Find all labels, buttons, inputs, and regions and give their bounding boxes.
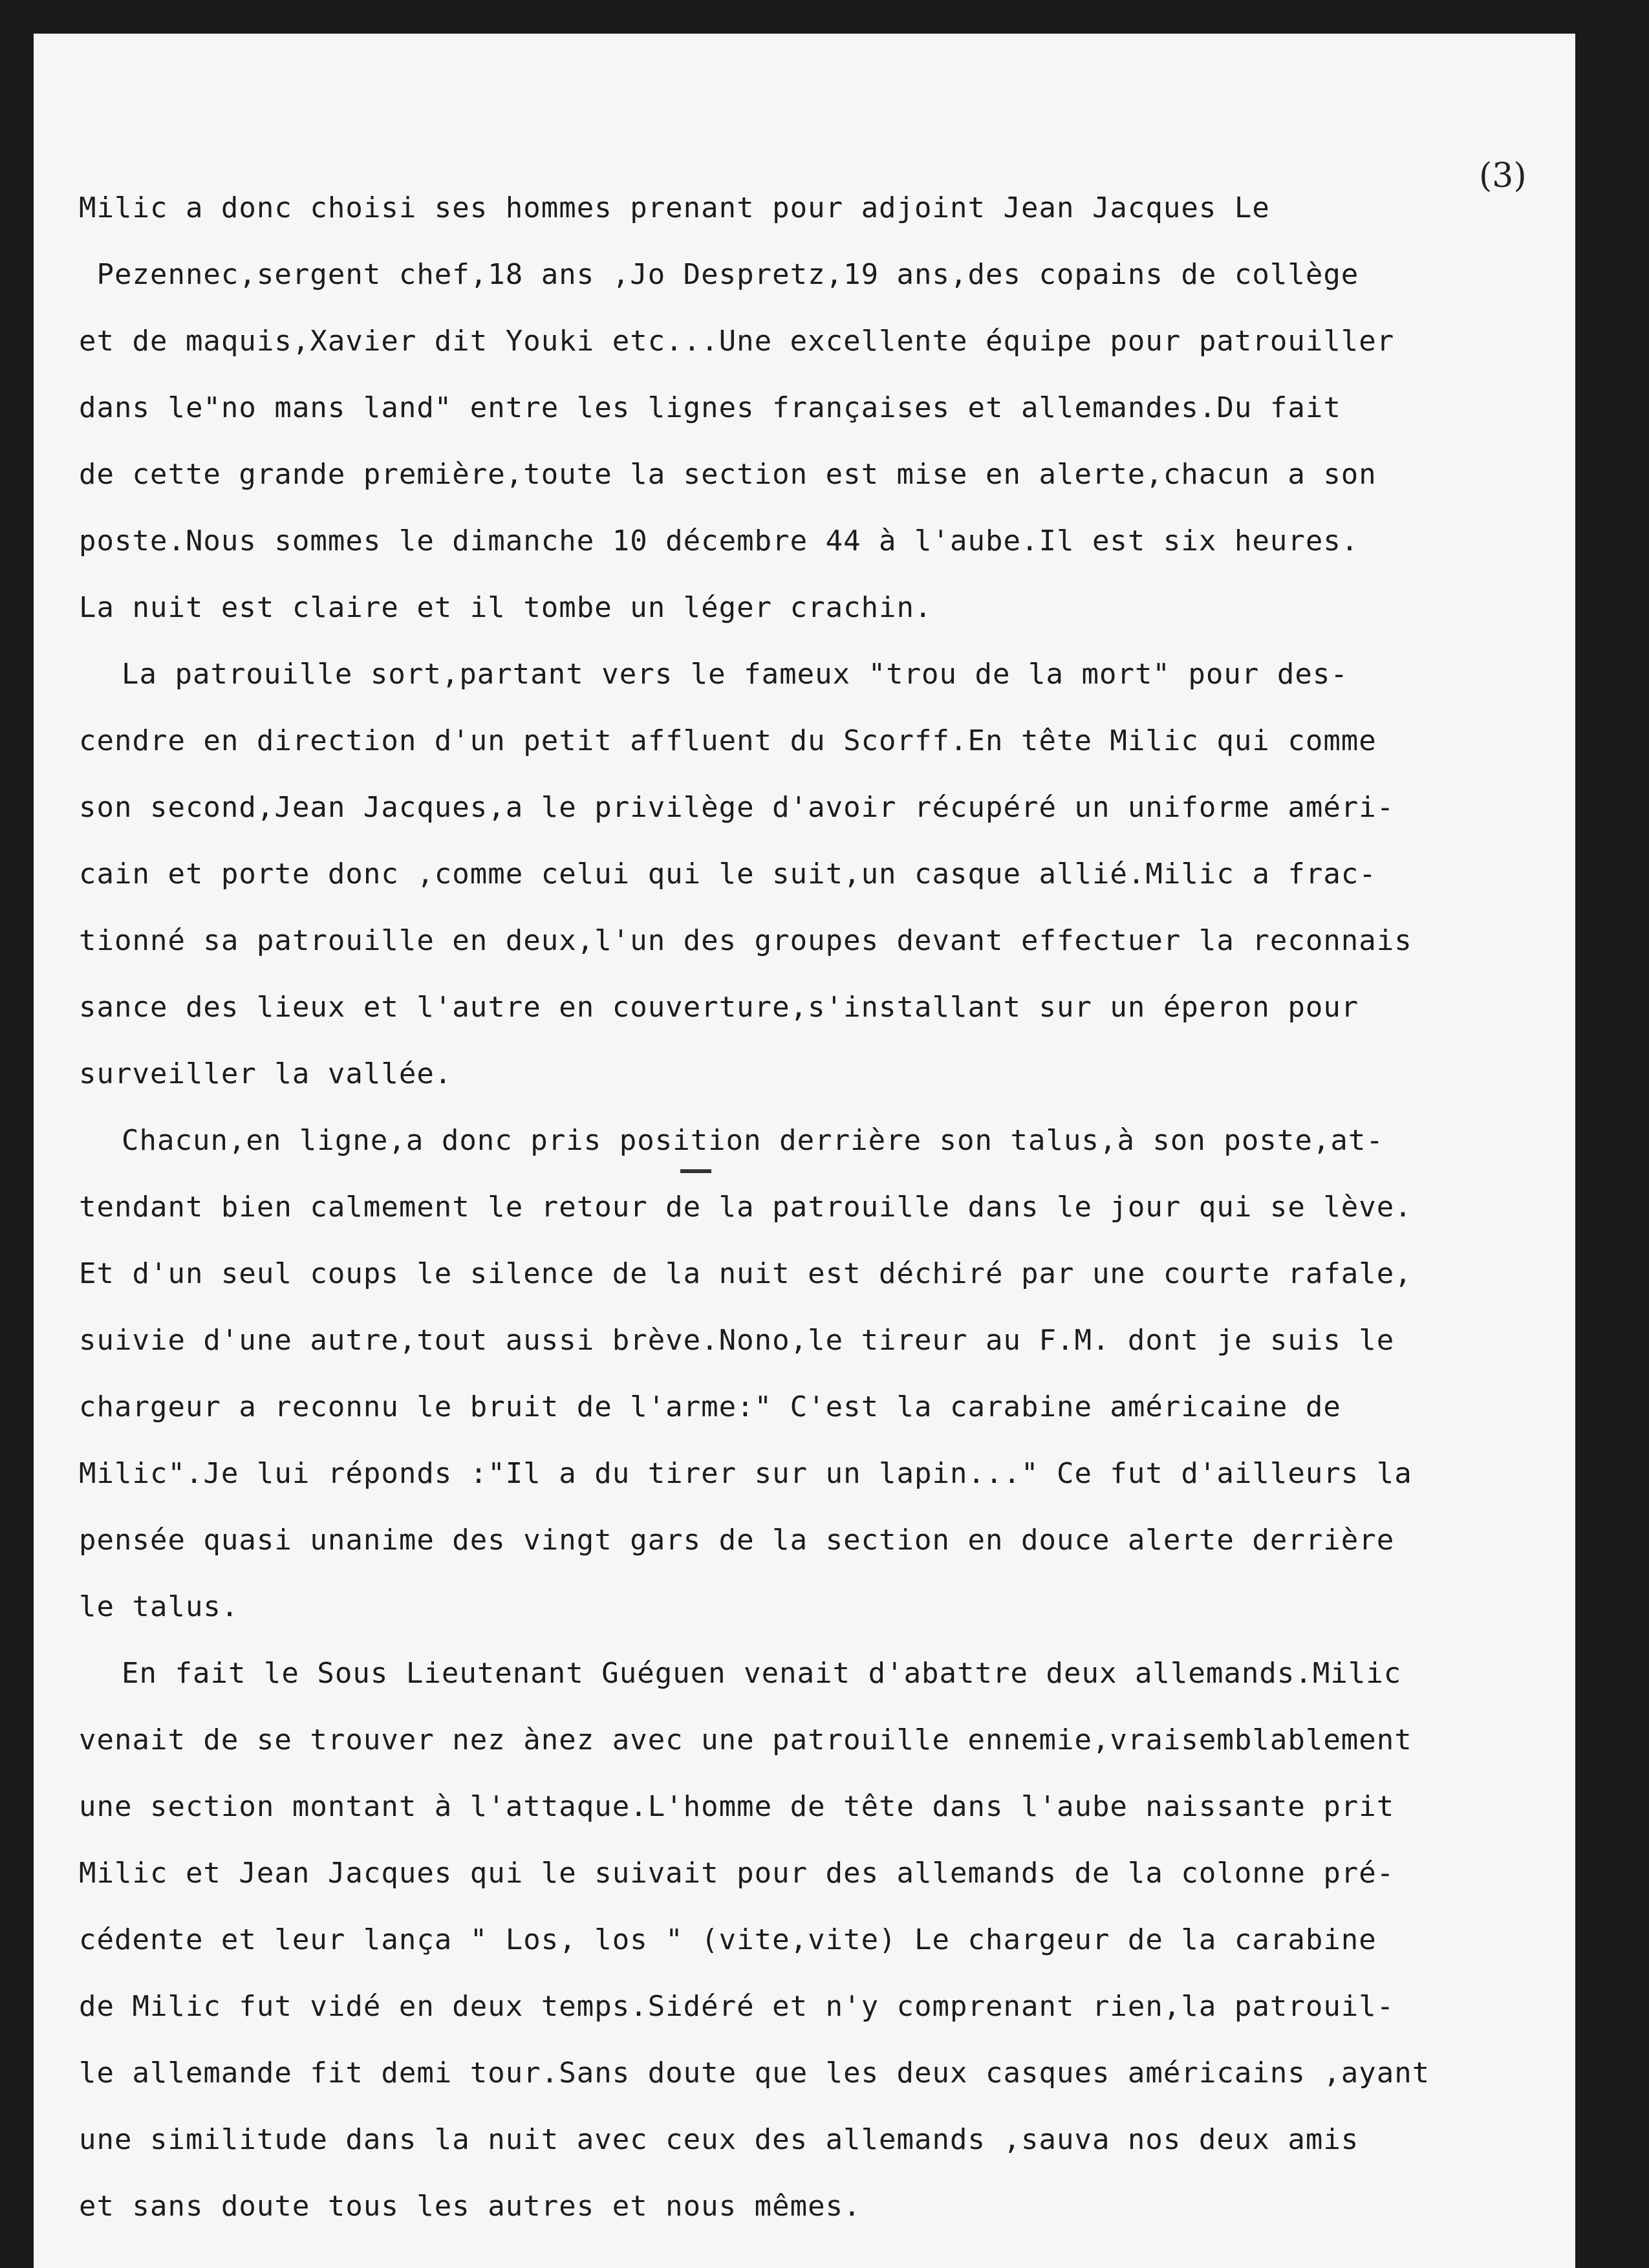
text-line: chargeur a reconnu le bruit de l'arme:" C'est la carabine américaine de bbox=[79, 1390, 1341, 1423]
text-line: Milic a donc choisi ses hommes prenant pour adjoint Jean Jacques Le bbox=[79, 191, 1270, 224]
text-line: suivie d'une autre,tout aussi brève.Nono,le tireur au F.M. dont je suis le bbox=[79, 1324, 1395, 1357]
text-line: le talus. bbox=[79, 1590, 239, 1623]
text-line: de cette grande première,toute la section est mise en alerte,chacun a son bbox=[79, 458, 1377, 491]
text-line: La patrouille sort,partant vers le fameux "trou de la mort" pour des- bbox=[122, 658, 1348, 691]
text-line: poste.Nous sommes le dimanche 10 décembre 44 à l'aube.Il est six heures. bbox=[79, 524, 1359, 557]
text-line: La nuit est claire et il tombe un léger crachin. bbox=[79, 591, 932, 624]
text-line: Et d'un seul coups le silence de la nuit est déchiré par une courte rafale, bbox=[79, 1257, 1412, 1290]
paragraph-3 bbox=[79, 1107, 1605, 1640]
text-line: sance des lieux et l'autre en couverture,s'installant sur un éperon pour bbox=[79, 991, 1359, 1024]
text-line: surveiller la vallée. bbox=[79, 1057, 453, 1090]
text-line: Chacun,en ligne,a donc pris position derrière son talus,à son poste,at- bbox=[122, 1124, 1384, 1157]
text-line: et sans doute tous les autres et nous mêmes. bbox=[79, 2190, 861, 2223]
document-page bbox=[34, 34, 1575, 2268]
text-line: de Milic fut vidé en deux temps.Sidéré et n'y comprenant rien,la patrouil- bbox=[79, 1990, 1395, 2023]
paragraph-2 bbox=[79, 641, 1605, 1107]
page-number: (3) bbox=[1479, 157, 1527, 195]
text-line: une similitude dans la nuit avec ceux des allemands ,sauva nos deux amis bbox=[79, 2123, 1359, 2156]
text-line: pensée quasi unanime des vingt gars de la section en douce alerte derrière bbox=[79, 1524, 1395, 1557]
text-line: Milic et Jean Jacques qui le suivait pour des allemands de la colonne pré- bbox=[79, 1857, 1395, 1890]
text-line: Pezennec,sergent chef,18 ans ,Jo Despretz,19 ans,des copains de collège bbox=[79, 258, 1359, 291]
text-line: le allemande fit demi tour.Sans doute que les deux casques américains ,ayant bbox=[79, 2057, 1430, 2090]
text-line: venait de se trouver nez ànez avec une patrouille ennemie,vraisemblablement bbox=[79, 1723, 1412, 1756]
text-line: cain et porte donc ,comme celui qui le suit,un casque allié.Milic a frac- bbox=[79, 858, 1377, 891]
text-line: cédente et leur lança " Los, los " (vite,vite) Le chargeur de la carabine bbox=[79, 1923, 1377, 1956]
ink-mark bbox=[680, 1169, 711, 1173]
paragraph-4 bbox=[79, 1640, 1605, 2240]
text-line: tionné sa patrouille en deux,l'un des groupes devant effectuer la reconnais bbox=[79, 924, 1412, 957]
text-line: dans le"no mans land" entre les lignes françaises et allemandes.Du fait bbox=[79, 391, 1341, 424]
text-line: son second,Jean Jacques,a le privilège d'avoir récupéré un uniforme améri- bbox=[79, 791, 1395, 824]
text-line: Milic".Je lui réponds :"Il a du tirer sur un lapin..." Ce fut d'ailleurs la bbox=[79, 1457, 1412, 1490]
text-line: En fait le Sous Lieutenant Guéguen venait d'abattre deux allemands.Milic bbox=[122, 1657, 1402, 1690]
text-line: une section montant à l'attaque.L'homme de tête dans l'aube naissante prit bbox=[79, 1790, 1395, 1823]
paragraph-1 bbox=[79, 175, 1605, 641]
body-text bbox=[79, 175, 1605, 2240]
text-line: cendre en direction d'un petit affluent du Scorff.En tête Milic qui comme bbox=[79, 724, 1377, 757]
text-line: tendant bien calmement le retour de la patrouille dans le jour qui se lève. bbox=[79, 1191, 1412, 1224]
text-line: et de maquis,Xavier dit Youki etc...Une excellente équipe pour patrouiller bbox=[79, 325, 1395, 358]
